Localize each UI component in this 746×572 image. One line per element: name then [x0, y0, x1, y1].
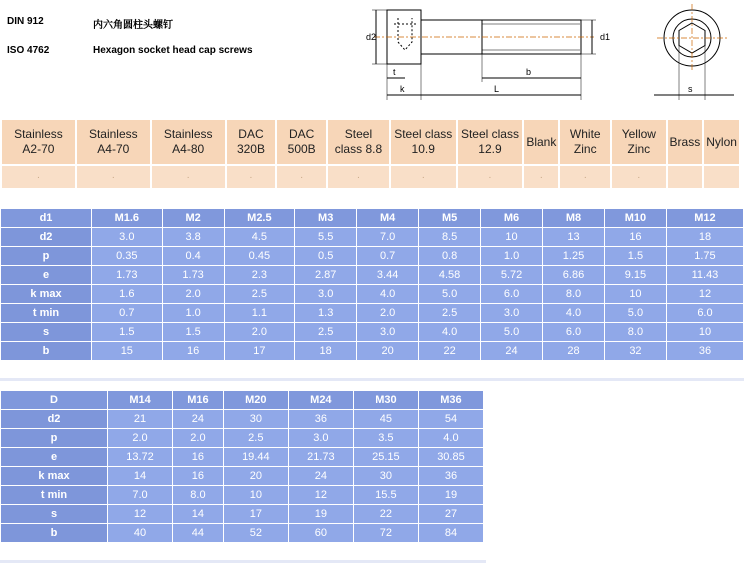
availability-mark: · — [277, 166, 326, 188]
value-cell: 27 — [419, 505, 483, 523]
value-cell: 25.15 — [354, 448, 418, 466]
value-cell: 15.5 — [354, 486, 418, 504]
row-label: p — [1, 247, 91, 265]
value-cell: 0.5 — [295, 247, 356, 265]
value-cell: 4.0 — [419, 429, 483, 447]
value-cell: 11.43 — [667, 266, 743, 284]
value-cell: 3.0 — [357, 323, 418, 341]
table-divider — [0, 378, 744, 381]
value-cell: 2.5 — [295, 323, 356, 341]
value-cell: 6.0 — [667, 304, 743, 322]
value-cell: 3.8 — [163, 228, 224, 246]
material-stainless-a4-80: Stainless A4-80 — [152, 120, 225, 164]
column-header: d1 — [1, 209, 91, 227]
value-cell: 4.58 — [419, 266, 480, 284]
column-header: D — [1, 391, 107, 409]
value-cell: 45 — [354, 410, 418, 428]
value-cell: 1.0 — [481, 247, 542, 265]
value-cell: 6.86 — [543, 266, 604, 284]
row-label: b — [1, 524, 107, 542]
label-t: t — [393, 67, 396, 77]
value-cell: 3.0 — [295, 285, 356, 303]
value-cell: 1.5 — [92, 323, 162, 341]
row-label: k max — [1, 467, 107, 485]
value-cell: 16 — [173, 467, 223, 485]
value-cell: 21.73 — [289, 448, 353, 466]
value-cell: 1.73 — [92, 266, 162, 284]
size-cell: M10 — [605, 209, 666, 227]
value-cell: 3.0 — [289, 429, 353, 447]
material-stainless-a2-70: Stainless A2-70 — [2, 120, 75, 164]
dimension-table-large — [0, 390, 484, 543]
value-cell: 72 — [354, 524, 418, 542]
material-label-row — [2, 120, 739, 164]
value-cell: 30.85 — [419, 448, 483, 466]
value-cell: 13 — [543, 228, 604, 246]
value-cell: 0.7 — [357, 247, 418, 265]
value-cell: 18 — [667, 228, 743, 246]
table-row — [1, 410, 483, 428]
value-cell: 5.72 — [481, 266, 542, 284]
row-label: p — [1, 429, 107, 447]
value-cell: 10 — [224, 486, 288, 504]
value-cell: 1.0 — [163, 304, 224, 322]
material-dac-320b: DAC 320B — [227, 120, 276, 164]
size-cell: M16 — [173, 391, 223, 409]
table-divider — [0, 560, 486, 563]
value-cell: 30 — [354, 467, 418, 485]
value-cell: 30 — [224, 410, 288, 428]
value-cell: 1.73 — [163, 266, 224, 284]
value-cell: 20 — [357, 342, 418, 360]
value-cell: 4.0 — [419, 323, 480, 341]
value-cell: 16 — [173, 448, 223, 466]
value-cell: 6.0 — [481, 285, 542, 303]
value-cell: 22 — [354, 505, 418, 523]
row-label: d2 — [1, 228, 91, 246]
row-label: e — [1, 448, 107, 466]
value-cell: 8.0 — [543, 285, 604, 303]
availability-mark: · — [77, 166, 150, 188]
value-cell: 2.3 — [225, 266, 295, 284]
value-cell: 1.25 — [543, 247, 604, 265]
din-standard: DIN 912 — [7, 16, 44, 27]
table-row — [1, 467, 483, 485]
table-row — [1, 505, 483, 523]
value-cell: 0.8 — [419, 247, 480, 265]
value-cell: 1.75 — [667, 247, 743, 265]
size-cell: M30 — [354, 391, 418, 409]
socket-hidden-line — [398, 18, 412, 50]
value-cell: 14 — [173, 505, 223, 523]
value-cell: 1.5 — [605, 247, 666, 265]
value-cell: 22 — [419, 342, 480, 360]
value-cell: 7.0 — [108, 486, 172, 504]
value-cell: 10 — [605, 285, 666, 303]
size-cell: M24 — [289, 391, 353, 409]
material-blank: Blank — [524, 120, 558, 164]
dimension-table-small — [0, 208, 744, 361]
material-brass: Brass — [668, 120, 703, 164]
value-cell: 21 — [108, 410, 172, 428]
value-cell: 19 — [419, 486, 483, 504]
value-cell: 4.5 — [225, 228, 295, 246]
value-cell: 14 — [108, 467, 172, 485]
size-cell: M8 — [543, 209, 604, 227]
table-row — [1, 304, 743, 322]
value-cell: 5.5 — [295, 228, 356, 246]
size-cell: M4 — [357, 209, 418, 227]
value-cell: 24 — [173, 410, 223, 428]
value-cell: 84 — [419, 524, 483, 542]
value-cell: 40 — [108, 524, 172, 542]
availability-mark: · — [458, 166, 523, 188]
material-stainless-a4-70: Stainless A4-70 — [77, 120, 150, 164]
iso-standard: ISO 4762 — [7, 45, 50, 56]
value-cell: 1.1 — [225, 304, 295, 322]
size-header-row — [1, 391, 483, 409]
table-row — [1, 228, 743, 246]
value-cell: 3.0 — [92, 228, 162, 246]
table-row — [1, 486, 483, 504]
value-cell: 12 — [667, 285, 743, 303]
table-row — [1, 429, 483, 447]
value-cell: 8.0 — [605, 323, 666, 341]
value-cell: 17 — [225, 342, 295, 360]
availability-mark: · — [560, 166, 610, 188]
material-dac-500b: DAC 500B — [277, 120, 326, 164]
row-label: k max — [1, 285, 91, 303]
value-cell: 12 — [289, 486, 353, 504]
value-cell: 19 — [289, 505, 353, 523]
value-cell: 2.5 — [224, 429, 288, 447]
label-b: b — [526, 67, 532, 77]
table-row — [1, 266, 743, 284]
value-cell: 7.0 — [357, 228, 418, 246]
value-cell: 16 — [605, 228, 666, 246]
size-cell: M20 — [224, 391, 288, 409]
value-cell: 2.0 — [163, 285, 224, 303]
size-cell: M6 — [481, 209, 542, 227]
row-label: t min — [1, 486, 107, 504]
value-cell: 28 — [543, 342, 604, 360]
value-cell: 2.0 — [108, 429, 172, 447]
value-cell: 0.35 — [92, 247, 162, 265]
value-cell: 5.0 — [605, 304, 666, 322]
table-row — [1, 323, 743, 341]
table-row — [1, 247, 743, 265]
availability-mark: · — [152, 166, 225, 188]
product-title-chinese: 内六角圆柱头螺钉 — [93, 20, 173, 31]
header — [0, 0, 746, 112]
value-cell: 15 — [92, 342, 162, 360]
value-cell: 12 — [108, 505, 172, 523]
availability-mark: · — [524, 166, 558, 188]
availability-mark: · — [391, 166, 456, 188]
value-cell: 2.5 — [225, 285, 295, 303]
value-cell: 36 — [289, 410, 353, 428]
value-cell: 9.15 — [605, 266, 666, 284]
row-label: t min — [1, 304, 91, 322]
screw-technical-drawing — [354, 0, 746, 112]
availability-mark: · — [612, 166, 665, 188]
value-cell: 60 — [289, 524, 353, 542]
material-steel-12-9: Steel class 12.9 — [458, 120, 523, 164]
material-white-zinc: White Zinc — [560, 120, 610, 164]
size-cell: M1.6 — [92, 209, 162, 227]
label-s: s — [688, 84, 693, 94]
value-cell: 2.0 — [173, 429, 223, 447]
product-title-english: Hexagon socket head cap screws — [93, 45, 253, 56]
value-cell: 17 — [224, 505, 288, 523]
availability-mark: · — [2, 166, 75, 188]
value-cell: 54 — [419, 410, 483, 428]
value-cell: 0.4 — [163, 247, 224, 265]
material-steel-8-8: Steel class 8.8 — [328, 120, 389, 164]
value-cell: 3.44 — [357, 266, 418, 284]
value-cell: 20 — [224, 467, 288, 485]
value-cell: 36 — [419, 467, 483, 485]
value-cell: 18 — [295, 342, 356, 360]
table-row — [1, 448, 483, 466]
value-cell: 2.0 — [225, 323, 295, 341]
value-cell: 24 — [481, 342, 542, 360]
table-row — [1, 285, 743, 303]
label-k: k — [400, 84, 405, 94]
value-cell: 1.5 — [163, 323, 224, 341]
material-table — [0, 118, 741, 190]
value-cell: 32 — [605, 342, 666, 360]
value-cell: 52 — [224, 524, 288, 542]
material-steel-10-9: Steel class 10.9 — [391, 120, 456, 164]
value-cell: 2.87 — [295, 266, 356, 284]
value-cell: 10 — [667, 323, 743, 341]
size-cell: M36 — [419, 391, 483, 409]
value-cell: 0.7 — [92, 304, 162, 322]
value-cell: 1.3 — [295, 304, 356, 322]
availability-mark: · — [328, 166, 389, 188]
size-cell: M2 — [163, 209, 224, 227]
value-cell: 8.5 — [419, 228, 480, 246]
value-cell: 4.0 — [543, 304, 604, 322]
value-cell: 3.5 — [354, 429, 418, 447]
value-cell: 8.0 — [173, 486, 223, 504]
table-row — [1, 342, 743, 360]
table-row — [1, 524, 483, 542]
size-cell: M14 — [108, 391, 172, 409]
size-cell: M5 — [419, 209, 480, 227]
availability-mark — [704, 166, 739, 188]
row-label: d2 — [1, 410, 107, 428]
value-cell: 2.0 — [357, 304, 418, 322]
value-cell: 0.45 — [225, 247, 295, 265]
value-cell: 5.0 — [481, 323, 542, 341]
size-cell: M12 — [667, 209, 743, 227]
label-L: L — [494, 84, 500, 94]
value-cell: 3.0 — [481, 304, 542, 322]
value-cell: 4.0 — [357, 285, 418, 303]
value-cell: 2.5 — [419, 304, 480, 322]
size-header-row — [1, 209, 743, 227]
label-d1: d1 — [600, 32, 611, 42]
value-cell: 44 — [173, 524, 223, 542]
row-label: s — [1, 505, 107, 523]
material-nylon: Nylon — [704, 120, 739, 164]
row-label: e — [1, 266, 91, 284]
value-cell: 16 — [163, 342, 224, 360]
row-label: s — [1, 323, 91, 341]
material-availability-row — [2, 166, 739, 188]
value-cell: 13.72 — [108, 448, 172, 466]
value-cell: 19.44 — [224, 448, 288, 466]
value-cell: 24 — [289, 467, 353, 485]
material-yellow-zinc: Yellow Zinc — [612, 120, 665, 164]
availability-mark — [668, 166, 703, 188]
label-d2: d2 — [366, 32, 377, 42]
size-cell: M3 — [295, 209, 356, 227]
row-label: b — [1, 342, 91, 360]
availability-mark: · — [227, 166, 276, 188]
value-cell: 10 — [481, 228, 542, 246]
value-cell: 1.6 — [92, 285, 162, 303]
size-cell: M2.5 — [225, 209, 295, 227]
value-cell: 5.0 — [419, 285, 480, 303]
value-cell: 6.0 — [543, 323, 604, 341]
value-cell: 36 — [667, 342, 743, 360]
